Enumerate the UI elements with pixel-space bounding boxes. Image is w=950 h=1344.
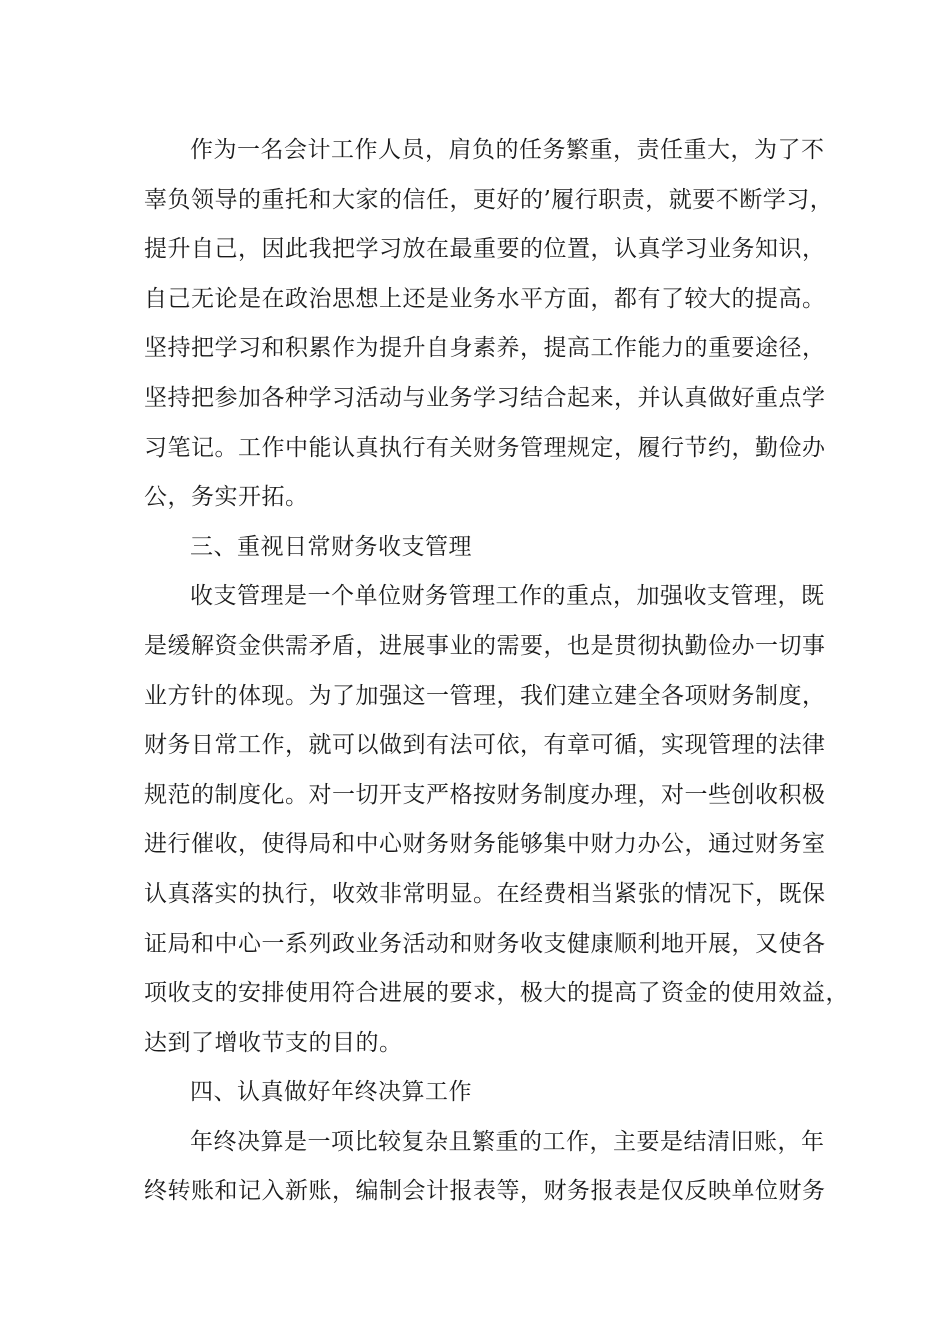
paragraph-line: 进行催收，使得局和中心财务财务能够集中财力办公，通过财务室 bbox=[144, 831, 826, 858]
paragraph-line: 达到了增收节支的目的。 bbox=[144, 1029, 403, 1056]
paragraph-line: 坚持把参加各种学习活动与业务学习结合起来，并认真做好重点学 bbox=[144, 384, 826, 411]
paragraph-line: 证局和中心一系列政业务活动和财务收支健康顺利地开展，又使各 bbox=[144, 930, 826, 957]
paragraph-line: 年终决算是一项比较复杂且繁重的工作，主要是结清旧账，年 bbox=[190, 1128, 825, 1155]
paragraph-line: 公，务实开拓。 bbox=[144, 484, 309, 511]
section-heading: 四、认真做好年终决算工作 bbox=[190, 1079, 472, 1106]
paragraph-line: 财务日常工作，就可以做到有法可依，有章可循，实现管理的法律 bbox=[144, 732, 826, 759]
paragraph-line: 作为一名会计工作人员，肩负的任务繁重，责任重大，为了不 bbox=[190, 137, 825, 163]
paragraph-line: 坚持把学习和积累作为提升自身素养，提高工作能力的重要途径， bbox=[144, 335, 826, 362]
paragraph-line: 终转账和记入新账，编制会计报表等，财务报表是仅反映单位财务 bbox=[144, 1178, 826, 1205]
paragraph-line: 辜负领导的重托和大家的信任，更好的’履行职责，就要不断学习， bbox=[144, 186, 834, 213]
paragraph-line: 认真落实的执行，收效非常明显。在经费相当紧张的情况下，既保 bbox=[144, 880, 826, 907]
paragraph-line: 是缓解资金供需矛盾，进展事业的需要，也是贯彻执勤俭办一切事 bbox=[144, 632, 826, 659]
paragraph-line: 收支管理是一个单位财务管理工作的重点，加强收支管理，既 bbox=[190, 583, 825, 610]
document-body bbox=[144, 126, 849, 1217]
section-heading: 三、重视日常财务收支管理 bbox=[190, 533, 472, 560]
paragraph-line: 业方针的体现。为了加强这一管理，我们建立建全各项财务制度， bbox=[144, 682, 826, 709]
paragraph-line: 规范的制度化。对一切开支严格按财务制度办理，对一些创收积极 bbox=[144, 781, 826, 808]
paragraph-line: 项收支的安排使用符合进展的要求，极大的提高了资金的使用效益， bbox=[144, 980, 849, 1007]
paragraph-line: 自己无论是在政治思想上还是业务水平方面，都有了较大的提高。 bbox=[144, 285, 826, 312]
paragraph-line: 习笔记。工作中能认真执行有关财务管理规定，履行节约，勤俭办 bbox=[144, 434, 826, 461]
paragraph-line: 提升自己，因此我把学习放在最重要的位置，认真学习业务知识， bbox=[144, 236, 826, 263]
